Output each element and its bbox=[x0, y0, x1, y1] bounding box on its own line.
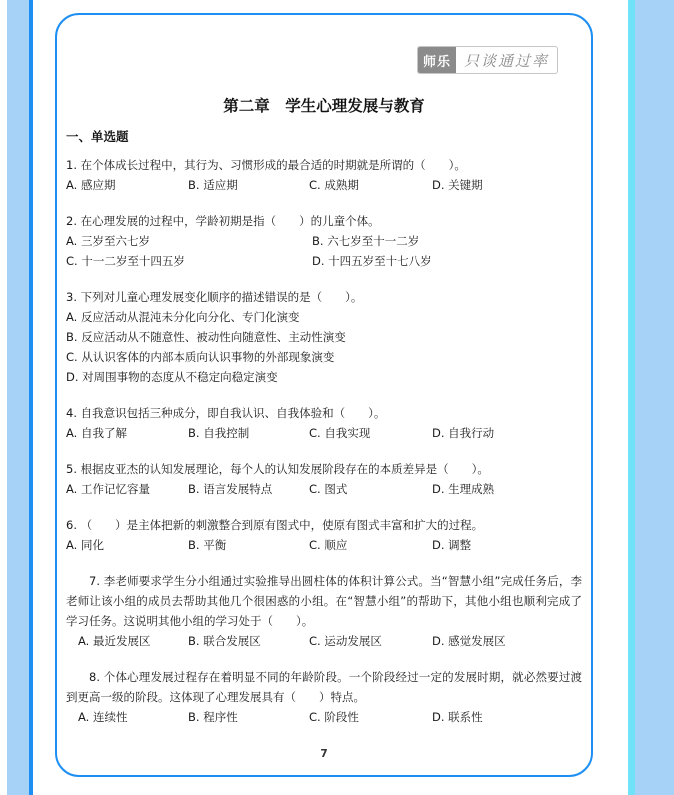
option: B. 反应活动从不随意性、被动性向随意性、主动性演变 bbox=[66, 330, 346, 344]
question-options bbox=[66, 707, 582, 727]
option: C. 阶段性 bbox=[309, 710, 359, 724]
question-item bbox=[66, 155, 582, 195]
option: D. 对周围事物的态度从不稳定向稳定演变 bbox=[66, 370, 278, 384]
option: C. 成熟期 bbox=[309, 178, 359, 192]
brand-slogan: 只谈通过率 bbox=[463, 51, 549, 70]
option: B. 六七岁至十一二岁 bbox=[312, 234, 420, 248]
question-text: 5. 根据皮亚杰的认知发展理论，每个人的认知发展阶段存在的本质差异是（ ）。 bbox=[66, 462, 489, 476]
question-item bbox=[66, 211, 582, 271]
option: A. 感应期 bbox=[66, 178, 116, 192]
brand-logo bbox=[417, 46, 558, 74]
option: B. 平衡 bbox=[188, 538, 227, 552]
option: D. 生理成熟 bbox=[432, 482, 495, 496]
option: C. 顺应 bbox=[309, 538, 348, 552]
option: C. 自我实现 bbox=[309, 426, 371, 440]
option: A. 同化 bbox=[66, 538, 104, 552]
question-item bbox=[66, 515, 582, 555]
chapter-title: 第二章 学生心理发展与教育 bbox=[223, 97, 425, 115]
option: D. 自我行动 bbox=[432, 426, 495, 440]
question-item bbox=[66, 287, 582, 387]
question-options bbox=[66, 175, 582, 195]
question-text: 2. 在心理发展的过程中，学龄初期是指（ ）的儿童个体。 bbox=[66, 214, 380, 228]
question-text: 8. 个体心理发展过程存在着明显不同的年龄阶段。一个阶段经过一定的发展时期，就必然要过渡到更高一级的阶段。这体现了心理发展具有（ ）特点。 bbox=[66, 670, 582, 704]
question-text: 4. 自我意识包括三种成分，即自我认识、自我体验和（ ）。 bbox=[66, 406, 386, 420]
option: C. 十一二岁至十四五岁 bbox=[66, 254, 185, 268]
option: D. 关键期 bbox=[432, 178, 483, 192]
option: D. 十四五岁至十七八岁 bbox=[312, 254, 432, 268]
option: A. 自我了解 bbox=[66, 426, 127, 440]
question-list bbox=[66, 155, 582, 727]
question-options bbox=[66, 307, 582, 387]
option: A. 最近发展区 bbox=[78, 634, 151, 648]
page-number: 7 bbox=[320, 748, 328, 760]
question-options bbox=[66, 535, 582, 555]
option: C. 运动发展区 bbox=[309, 634, 382, 648]
option: B. 适应期 bbox=[188, 178, 238, 192]
question-item bbox=[66, 459, 582, 499]
option: A. 连续性 bbox=[78, 710, 128, 724]
option: A. 三岁至六七岁 bbox=[66, 234, 150, 248]
document-page bbox=[55, 13, 593, 777]
question-text: 1. 在个体成长过程中，其行为、习惯形成的最合适的时期就是所谓的（ ）。 bbox=[66, 158, 466, 172]
option: B. 联合发展区 bbox=[188, 634, 261, 648]
question-options bbox=[66, 423, 582, 443]
question-text: 3. 下列对儿童心理发展变化顺序的描述错误的是（ ）。 bbox=[66, 290, 363, 304]
question-item bbox=[66, 667, 582, 727]
option: D. 联系性 bbox=[432, 710, 483, 724]
left-decoration-bar bbox=[7, 0, 33, 795]
option: A. 反应活动从混沌未分化向分化、专门化演变 bbox=[66, 310, 300, 324]
option: C. 从认识客体的内部本质向认识事物的外部现象演变 bbox=[66, 350, 335, 364]
right-decoration-bar bbox=[628, 0, 674, 795]
question-text: 7. 李老师要求学生分小组通过实验推导出圆柱体的体积计算公式。当“智慧小组”完成任务后，李老师让该小组的成员去帮助其他几个很困惑的小组。在“智慧小组”的帮助下，其他小组也顺利完成了学习任务。这说明其他小组的学习处于（ ）。 bbox=[66, 574, 582, 628]
option: B. 程序性 bbox=[188, 710, 238, 724]
question-item bbox=[66, 403, 582, 443]
option: C. 图式 bbox=[309, 482, 348, 496]
brand-name: 师乐 bbox=[418, 47, 456, 73]
question-text: 6. （ ）是主体把新的刺激整合到原有图式中，使原有图式丰富和扩大的过程。 bbox=[66, 518, 484, 532]
option: B. 语言发展特点 bbox=[188, 482, 273, 496]
section-heading: 一、单选题 bbox=[66, 129, 129, 144]
question-options bbox=[66, 479, 582, 499]
question-options bbox=[66, 631, 582, 651]
option: D. 调整 bbox=[432, 538, 472, 552]
question-item bbox=[66, 571, 582, 651]
question-options bbox=[66, 231, 582, 271]
option: B. 自我控制 bbox=[188, 426, 250, 440]
option: D. 感觉发展区 bbox=[432, 634, 506, 648]
option: A. 工作记忆容量 bbox=[66, 482, 150, 496]
